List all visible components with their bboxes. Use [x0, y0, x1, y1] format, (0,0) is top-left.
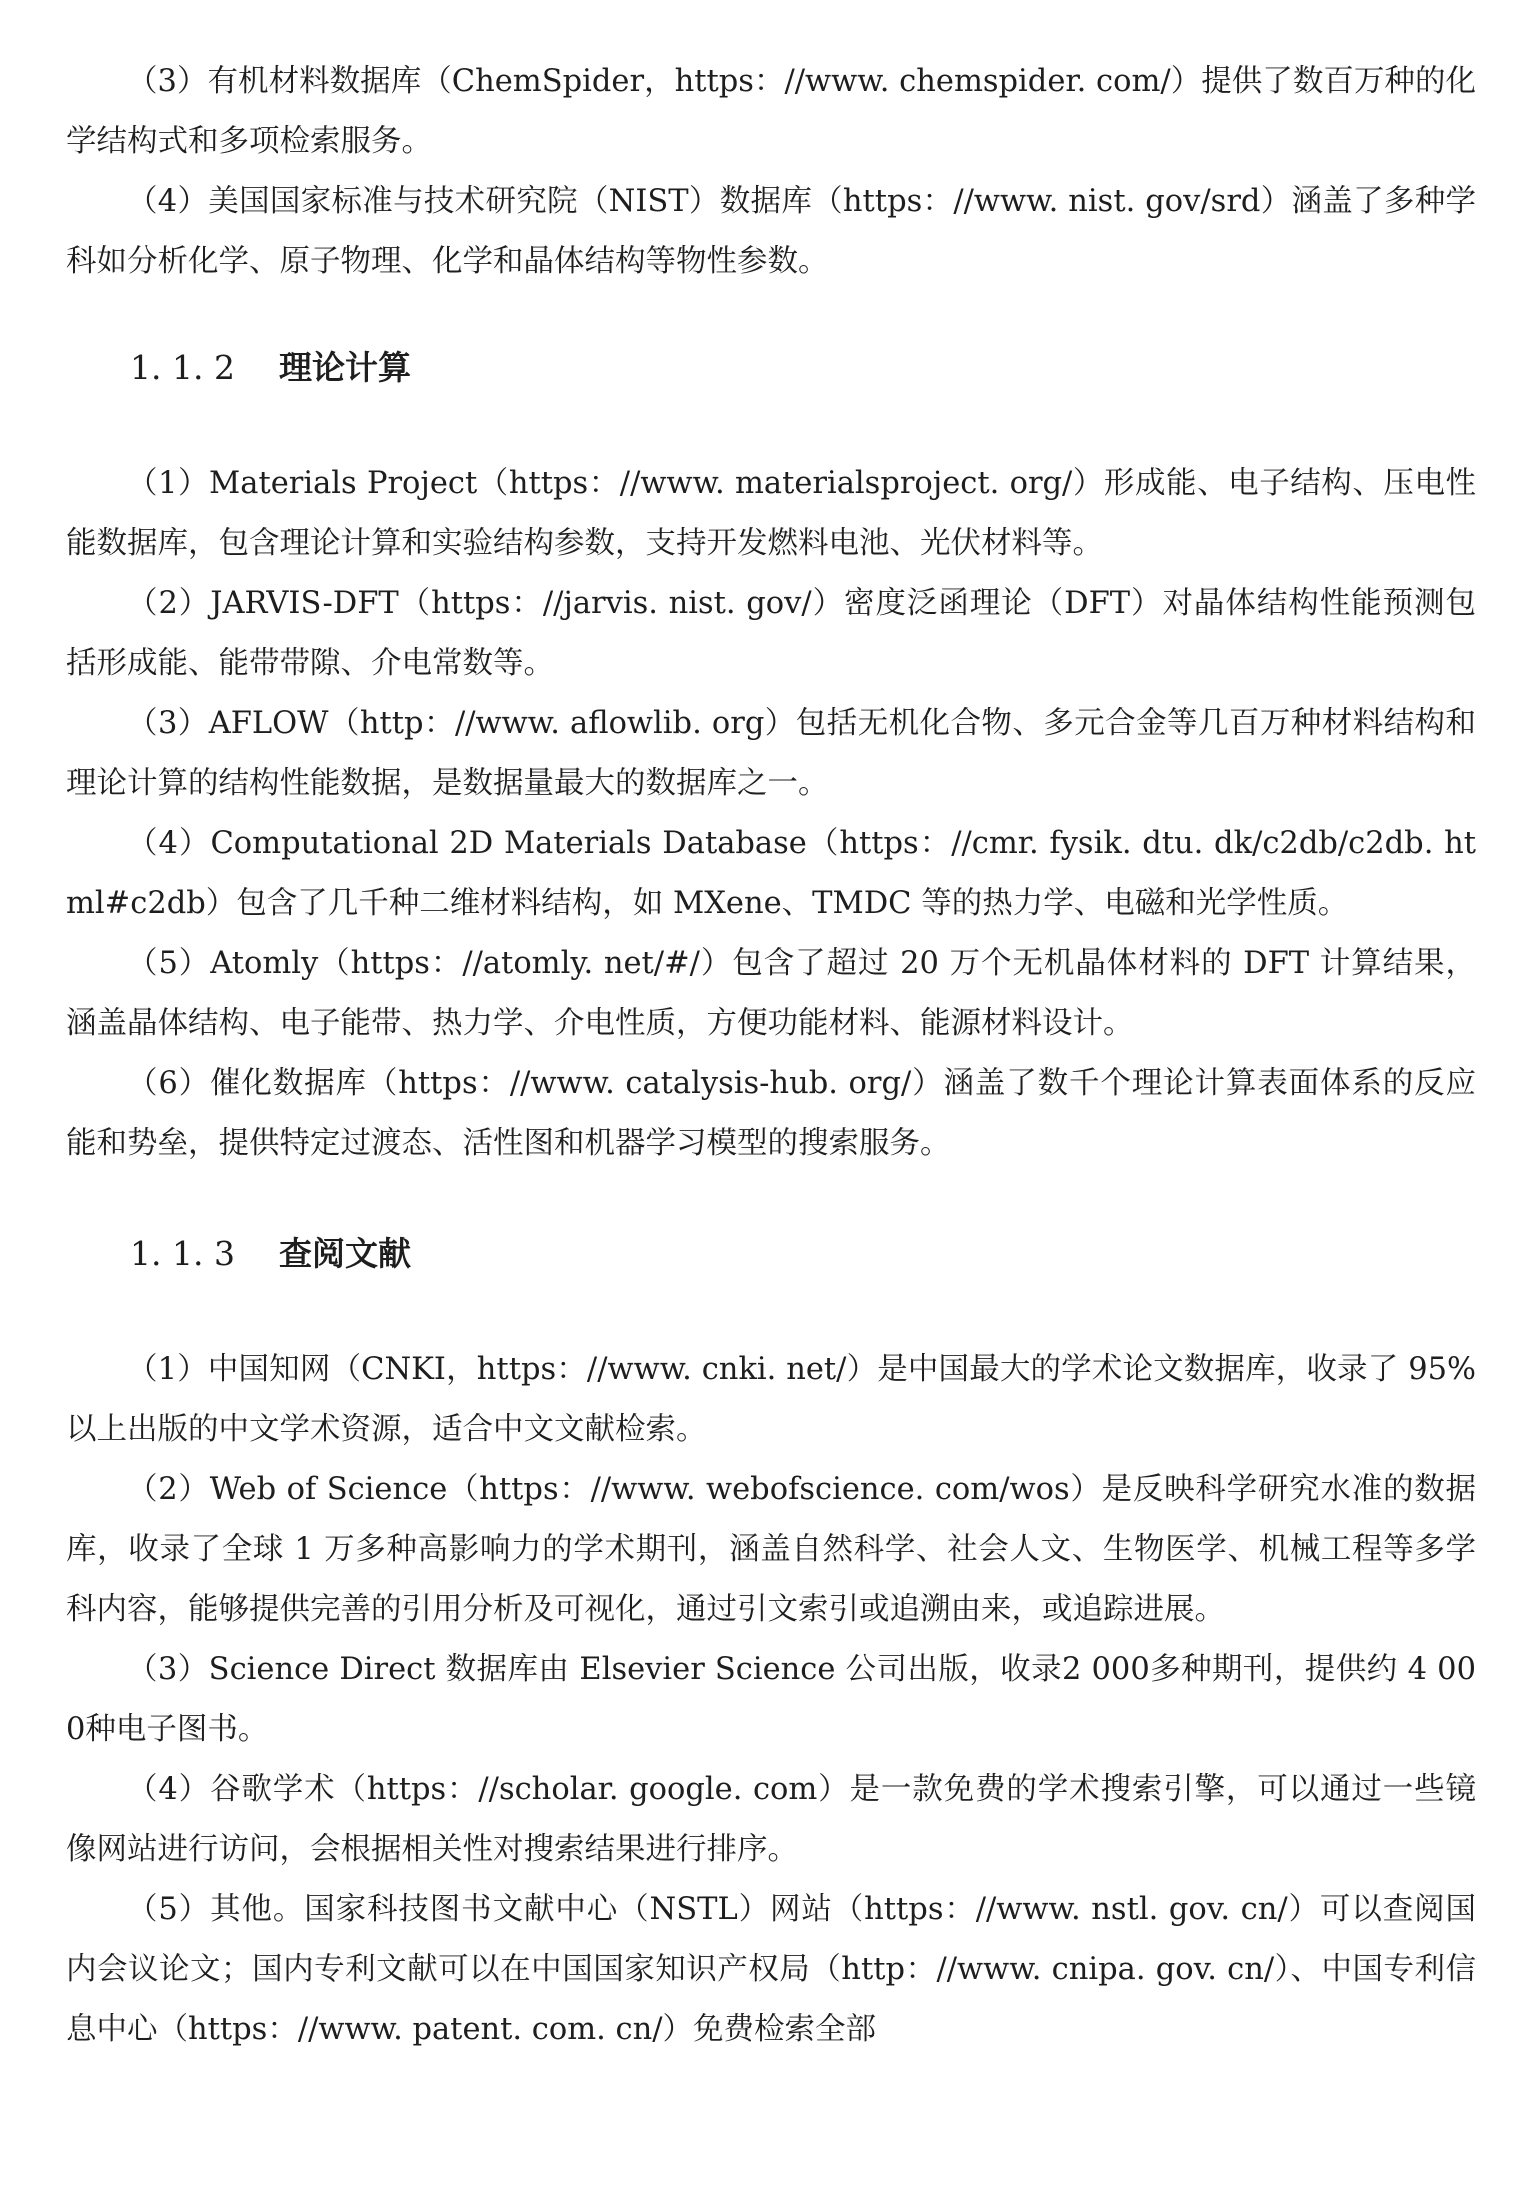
- section-title: 理论计算: [278, 348, 411, 387]
- paragraph-c2db: （4）Computational 2D Materials Database（https：//cmr. fysik. dtu. dk/c2db/c2db. html#c2db）包含了几千种二维材料结构，如 MXene、TMDC 等的热力学、电磁和光学性质。: [66, 826, 1476, 921]
- section-heading-1-1-2: [66, 338, 1476, 398]
- paragraph-science-direct: （3）Science Direct 数据库由 Elsevier Science 公司出版，收录2 000多种期刊，提供约 4 000种电子图书。: [66, 1652, 1476, 1747]
- paragraph-jarvis-dft: （2）JARVIS-DFT（https：//jarvis. nist. gov/）密度泛函理论（DFT）对晶体结构性能预测包括形成能、能带带隙、介电常数等。: [66, 586, 1476, 681]
- paragraph-nist: （4）美国国家标准与技术研究院（NIST）数据库（https：//www. nist. gov/srd）涵盖了多种学科如分析化学、原子物理、化学和晶体结构等物性参数。: [66, 184, 1476, 279]
- paragraph-chemspider: （3）有机材料数据库（ChemSpider，https：//www. chemspider. com/）提供了数百万种的化学结构式和多项检索服务。: [66, 64, 1476, 159]
- paragraph-aflow: （3）AFLOW（http：//www. aflowlib. org）包括无机化合物、多元合金等几百万种材料结构和理论计算的结构性能数据，是数据量最大的数据库之一。: [66, 706, 1476, 801]
- paragraph-atomly: （5）Atomly（https：//atomly. net/#/）包含了超过 20 万个无机晶体材料的 DFT 计算结果，涵盖晶体结构、电子能带、热力学、介电性质，方便功能材料、能源材料设计。: [66, 946, 1476, 1041]
- paragraph-catalysis-hub: （6）催化数据库（https：//www. catalysis-hub. org/）涵盖了数千个理论计算表面体系的反应能和势垒，提供特定过渡态、活性图和机器学习模型的搜索服务。: [66, 1066, 1476, 1161]
- section-number: 1. 1. 3: [130, 1234, 235, 1273]
- section-heading-1-1-3: [66, 1224, 1476, 1284]
- document-page: [66, 52, 1476, 2060]
- section-number: 1. 1. 2: [130, 348, 235, 387]
- section-title: 查阅文献: [278, 1234, 411, 1273]
- paragraph-other-sources: （5）其他。国家科技图书文献中心（NSTL）网站（https：//www. nstl. gov. cn/）可以查阅国内会议论文；国内专利文献可以在中国国家知识产权局（http：//www. cnipa. gov. cn/）、中国专利信息中心（https：//www. patent. com. cn/）免费检索全部: [66, 1892, 1476, 2047]
- paragraph-cnki: （1）中国知网（CNKI，https：//www. cnki. net/）是中国最大的学术论文数据库，收录了 95% 以上出版的中文学术资源，适合中文文献检索。: [66, 1352, 1476, 1447]
- paragraph-web-of-science: （2）Web of Science（https：//www. webofscience. com/wos）是反映科学研究水准的数据库，收录了全球 1 万多种高影响力的学术期刊，涵盖自然科学、社会人文、生物医学、机械工程等多学科内容，能够提供完善的引用分析及可视化，通过引文索引或追溯由来，或追踪进展。: [66, 1472, 1476, 1627]
- paragraph-materials-project: （1）Materials Project（https：//www. materialsproject. org/）形成能、电子结构、压电性能数据库，包含理论计算和实验结构参数，支持开发燃料电池、光伏材料等。: [66, 466, 1476, 561]
- paragraph-google-scholar: （4）谷歌学术（https：//scholar. google. com）是一款免费的学术搜索引擎，可以通过一些镜像网站进行访问，会根据相关性对搜索结果进行排序。: [66, 1772, 1476, 1867]
